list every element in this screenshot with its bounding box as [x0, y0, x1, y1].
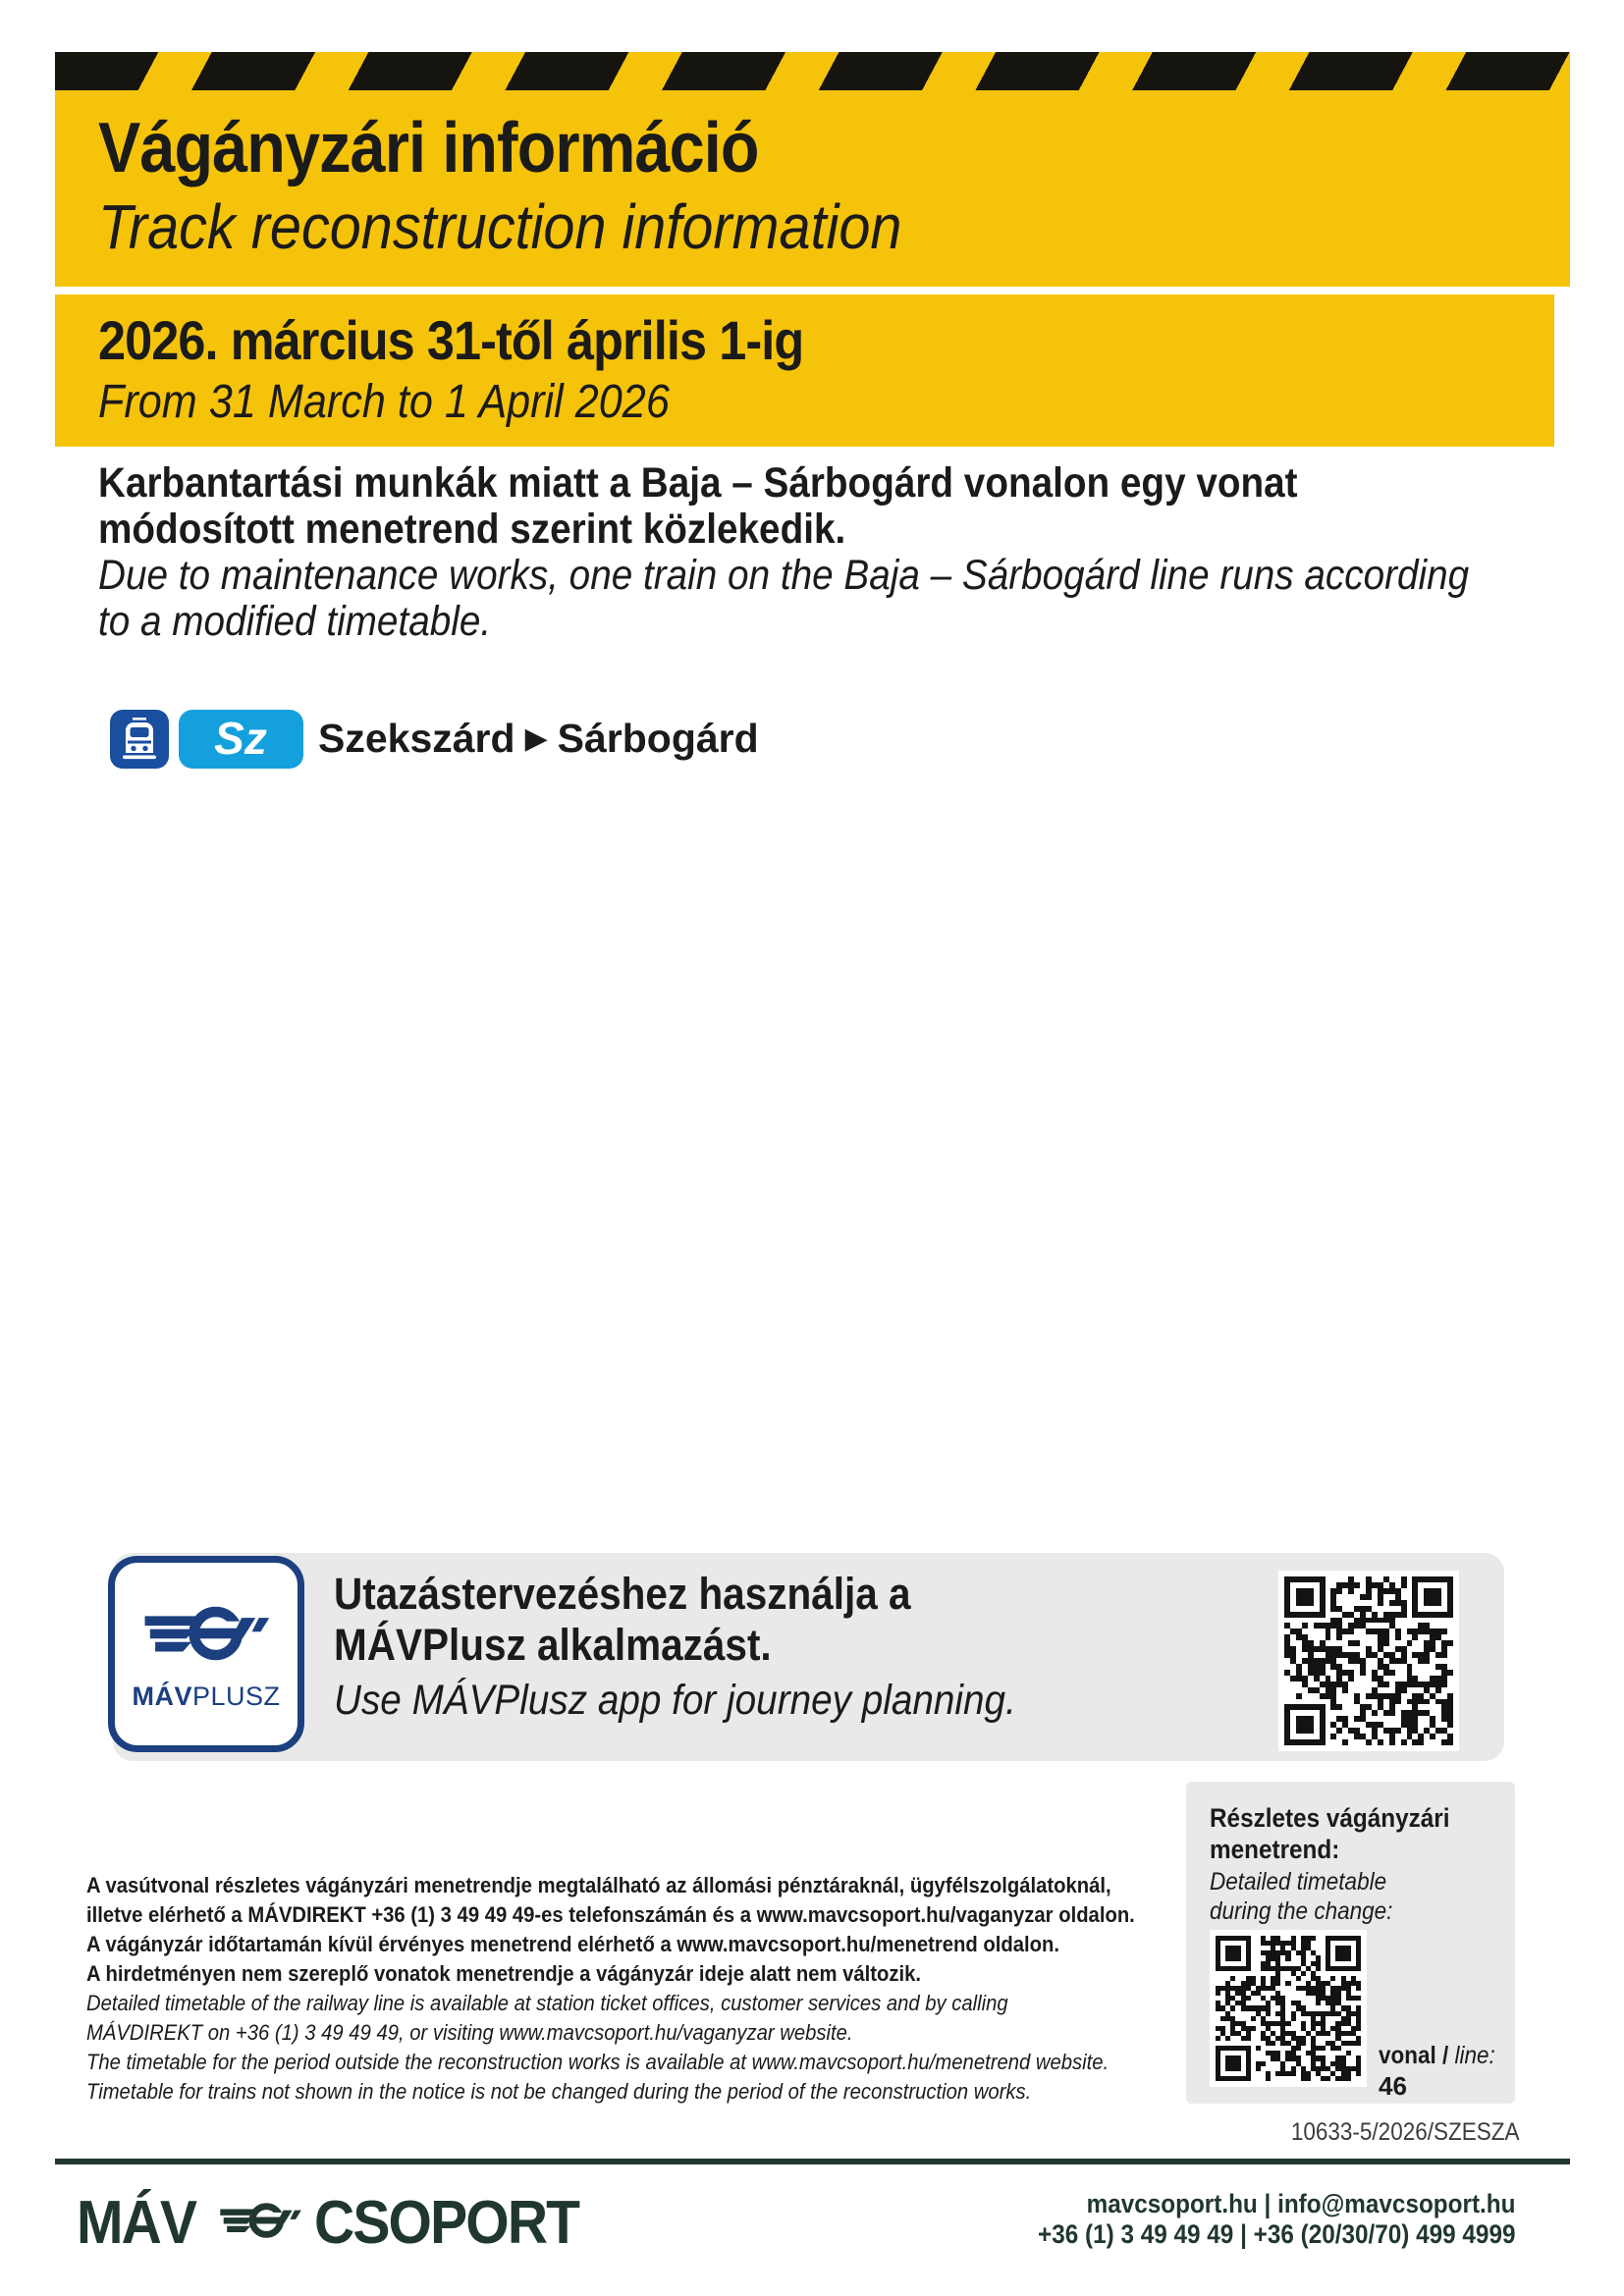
app-headline-en: Use MÁVPlusz app for journey planning. — [334, 1677, 1016, 1724]
date-range-hu: 2026. március 31-től április 1-ig — [98, 309, 804, 371]
app-headline-hu-1: Utazástervezéshez használja a — [334, 1569, 911, 1619]
page-title-en: Track reconstruction information — [98, 191, 902, 262]
footer-divider — [55, 2159, 1570, 2164]
train-icon — [110, 710, 169, 769]
legal-text — [86, 1873, 1251, 2109]
app-headline-hu-2: MÁVPlusz alkalmazást. — [334, 1620, 772, 1670]
reference-number: 10633-5/2026/SZESZA — [1290, 2118, 1519, 2146]
mav-csoport-right: CSOPORT — [313, 2188, 578, 2257]
legal-en-line3: The timetable for the period outside the reconstruction works is available at www.mavcsoport.hu/menetrend website. — [86, 2050, 1110, 2074]
mav-csoport-left: MÁV — [77, 2188, 196, 2257]
legal-en-line1: Detailed timetable of the railway line is available at station ticket offices, customer services and by calling — [86, 1991, 1008, 2015]
notice-line-hu-1: Karbantartási munkák miatt a Baja – Sárbogárd vonalon egy vonat — [98, 459, 1298, 507]
sidebar-subtitle-en-line2: during the change: — [1210, 1897, 1393, 1925]
sz-glyph: Sz — [214, 713, 267, 764]
legal-hu-line1: A vasútvonal részletes vágányzári menetrendje megtalálható az állomási pénztáraknál, ügyfélszolgálatoknál, — [86, 1873, 1111, 1897]
route-arrow-icon: ▶ — [524, 722, 548, 755]
notice-text — [98, 459, 1621, 644]
sidebar-title-hu-line2: menetrend: — [1210, 1835, 1340, 1864]
sidebar-title-hu — [1210, 1802, 1477, 1865]
footer-contact — [985, 2189, 1515, 2250]
mav-csoport-emblem-icon — [218, 2196, 302, 2250]
notice-line-en-1: Due to maintenance works, one train on the Baja – Sárbogárd line runs according — [98, 552, 1470, 599]
sidebar-subtitle-en-line1: Detailed timetable — [1210, 1868, 1387, 1896]
hazard-stripes-band — [55, 52, 1570, 90]
page-title: Vágányzári információ — [98, 109, 759, 187]
legal-en-line2: MÁVDIREKT on +36 (1) 3 49 49 49, or visiting www.mavcsoport.hu/vaganyzar website. — [86, 2020, 853, 2045]
route-from: Szekszárd — [318, 716, 515, 761]
legal-hu-line2: illetve elérhető a MÁVDIREKT +36 (1) 3 49 49 49-es telefonszámán és a www.mavcsoport.hu/vaganyzar oldalon. — [86, 1902, 1135, 1927]
sidebar-title-hu-line1: Részletes vágányzári — [1210, 1803, 1450, 1833]
legal-en-line4: Timetable for trains not shown in the notice is not be changed during the period of the reconstruction works. — [86, 2079, 1032, 2104]
mavplusz-wordmark-light: PLUSZ — [191, 1682, 281, 1711]
line-label-sep: / — [1435, 2042, 1455, 2069]
route-to: Sárbogárd — [557, 716, 759, 761]
line-number: 46 — [1379, 2071, 1407, 2101]
mav-csoport-logo — [77, 2188, 601, 2257]
legal-hu-line4: A hirdetményen nem szereplő vonatok menetrendje a vágányzár ideje alatt nem változik. — [86, 1961, 922, 1986]
line-label-hu: vonal — [1379, 2042, 1436, 2069]
qr-code-app — [1278, 1571, 1459, 1751]
title-banner — [55, 90, 1570, 287]
date-banner — [55, 294, 1554, 447]
footer-web: mavcsoport.hu | info@mavcsoport.hu — [1086, 2189, 1515, 2218]
mavplusz-logo — [108, 1556, 304, 1752]
footer-phone: +36 (1) 3 49 49 49 | +36 (20/30/70) 499 4999 — [1037, 2219, 1515, 2249]
mavplusz-wordmark — [132, 1682, 280, 1712]
notice-line-en-2: to a modified timetable. — [98, 598, 492, 645]
operator-logo-sz — [179, 710, 303, 769]
line-label-en: line: — [1454, 2042, 1495, 2069]
date-range-en: From 31 March to 1 April 2026 — [98, 376, 670, 428]
legal-hu-line3: A vágányzár időtartamán kívül érvényes menetrend elérhető a www.mavcsoport.hu/menetrend oldalon. — [86, 1932, 1060, 1956]
mav-wing-icon — [141, 1596, 271, 1676]
line-label — [1379, 2042, 1495, 2070]
notice-line-hu-2: módosított menetrend szerint közlekedik. — [98, 506, 846, 553]
route-label — [318, 716, 759, 762]
mavplusz-wordmark-bold: MÁV — [132, 1682, 192, 1711]
